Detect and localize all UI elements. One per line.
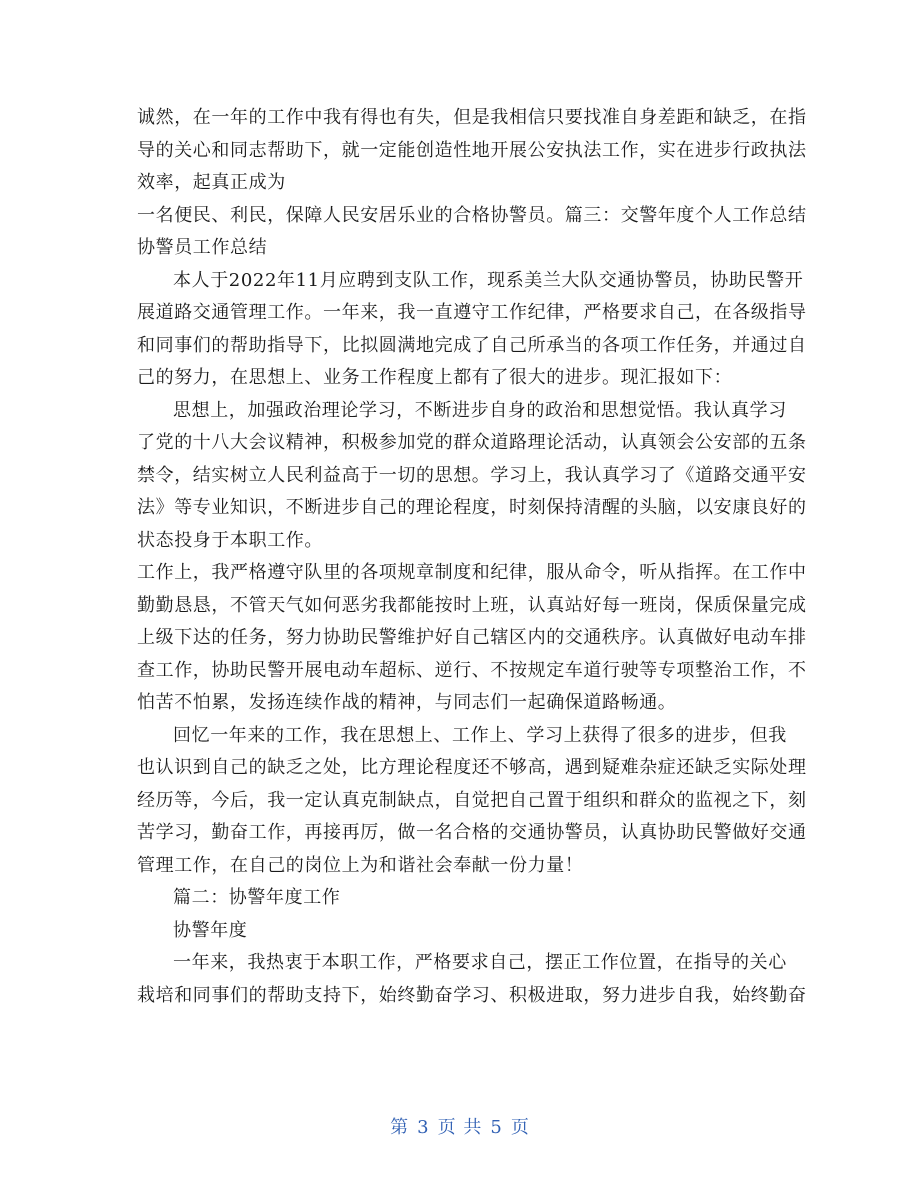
text-line: 协警年度 (173, 919, 248, 941)
text-line: 了党的十八大会议精神，积极参加党的群众道路理论活动，认真领会公安部的五条 (137, 432, 807, 453)
text-line: 协警员工作总结 (137, 237, 268, 258)
text-line: 效率，起真正成为 (137, 172, 286, 193)
text-line: 篇二：协警年度工作 (173, 887, 341, 908)
document-body (137, 102, 807, 1012)
page-footer (0, 1113, 920, 1139)
text-line: 展道路交通管理工作。一年来，我一直遵守工作纪律，严格要求自己，在各级指导 (137, 302, 807, 323)
text-line: 勤勤恳恳，不管天气如何恶劣我都能按时上班，认真站好每一班岗，保质保量完成 (137, 594, 807, 616)
footer-middle: 页 共 (437, 1117, 483, 1138)
text-line: 禁令，结实树立人民利益高于一切的思想。学习上，我认真学习了《道路交通平安 (137, 464, 807, 486)
footer-suffix: 页 (510, 1117, 530, 1138)
text-line: 栽培和同事们的帮助支持下，始终勤奋学习、积极进取，努力进步自我，始终勤奋 (137, 984, 807, 1006)
text-line: 回忆一年来的工作，我在思想上、工作上、学习上获得了很多的进步，但我 (173, 724, 787, 746)
text-line: 查工作，协助民警开展电动车超标、逆行、不按规定车道行驶等专项整治工作，不 (137, 659, 807, 681)
text-line: 一年来，我热衷于本职工作，严格要求自己，摆正工作位置，在指导的关心 (173, 952, 787, 973)
text-line: 苦学习，勤奋工作，再接再厉，做一名合格的交通协警员，认真协助民警做好交通 (137, 822, 807, 843)
text-line: 己的努力，在思想上、业务工作程度上都有了很大的进步。现汇报如下： (137, 367, 733, 388)
text-line: 上级下达的任务，努力协助民警维护好自己辖区内的交通秩序。认真做好电动车排 (137, 627, 807, 648)
text-line: 思想上，加强政治理论学习，不断进步自身的政治和思想觉悟。我认真学习 (173, 399, 787, 421)
text-line: 本人于2022年11月应聘到支队工作，现系美兰大队交通协警员，协助民警开 (173, 269, 804, 291)
text-line: 一名便民、利民，保障人民安居乐业的合格协警员。篇三：交警年度个人工作总结 (137, 204, 807, 226)
text-line: 状态投身于本职工作。 (137, 529, 323, 551)
text-line: 管理工作，在自己的岗位上为和谐社会奉献一份力量！ (137, 854, 584, 876)
text-line: 法》等专业知识，不断进步自己的理论程度，时刻保持清醒的头脑，以安康良好的 (137, 497, 807, 518)
text-line: 也认识到自己的缺乏之处，比方理论程度还不够高，遇到疑难杂症还缺乏实际处理 (137, 757, 807, 778)
text-line: 怕苦不怕累，发扬连续作战的精神，与同志们一起确保道路畅通。 (137, 692, 677, 713)
text-line: 和同事们的帮助指导下，比拟圆满地完成了自己所承当的各项工作任务，并通过自 (137, 334, 807, 356)
footer-total-pages: 5 (490, 1117, 503, 1138)
text-line: 经历等，今后，我一定认真克制缺点，自觉把自己置于组织和群众的监视之下，刻 (137, 789, 807, 811)
footer-prefix: 第 (390, 1117, 410, 1138)
footer-current-page: 3 (417, 1117, 430, 1138)
text-line: 工作上，我严格遵守队里的各项规章制度和纪律，服从命令，听从指挥。在工作中 (137, 562, 807, 583)
text-line: 诚然，在一年的工作中我有得也有失，但是我相信只要找准自身差距和缺乏，在指 (137, 107, 807, 128)
text-line: 导的关心和同志帮助下，就一定能创造性地开展公安执法工作，实在进步行政执法 (137, 139, 807, 161)
